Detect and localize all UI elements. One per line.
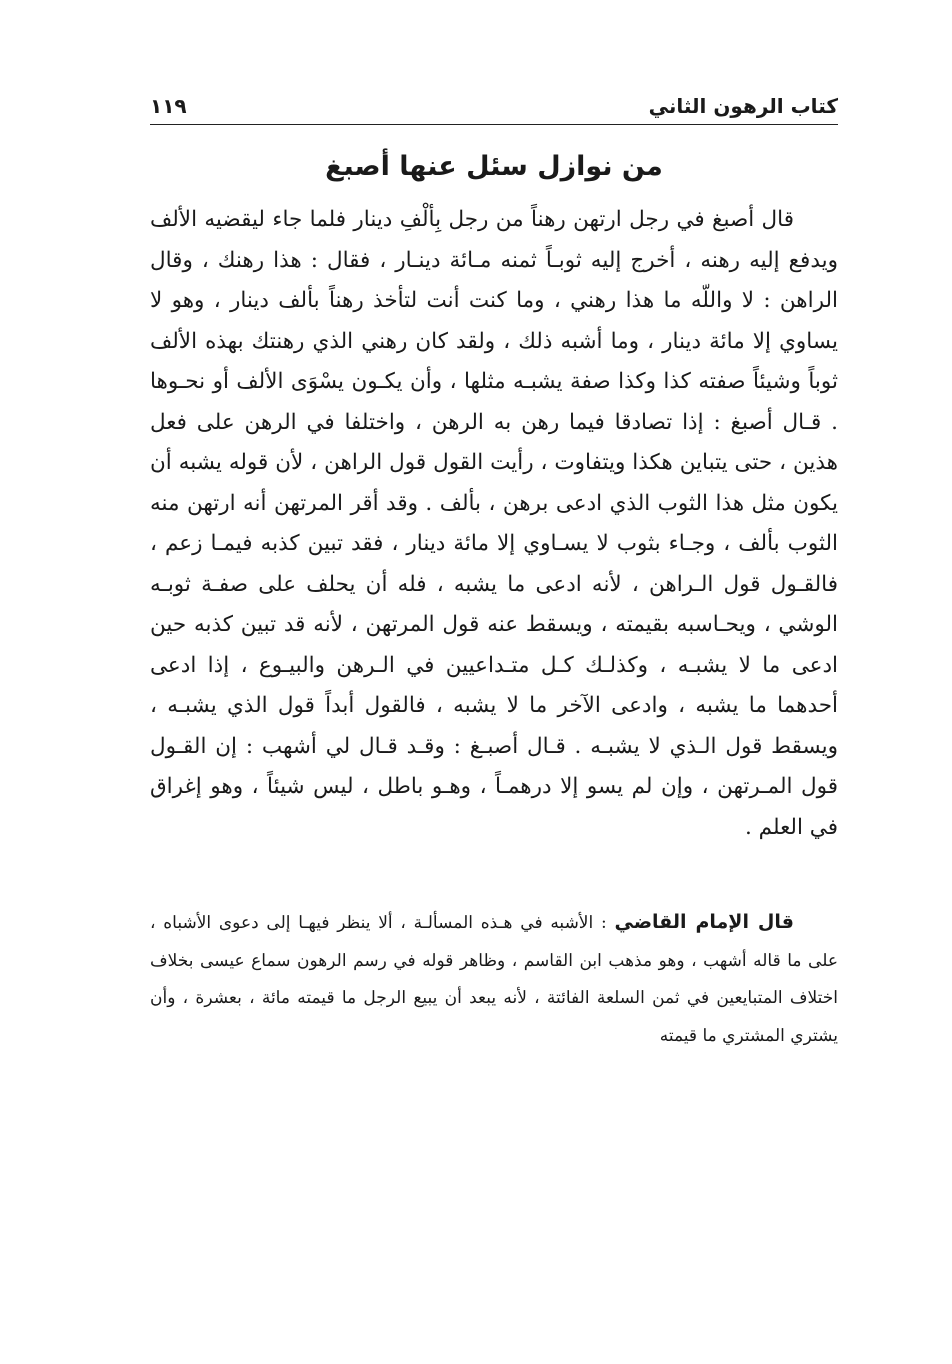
page-number: ١١٩ [150,94,187,118]
commentary-paragraph [150,904,838,1055]
running-title: كتاب الرهون الثاني [648,94,838,118]
commentary-lead: قال الإمام القاضي [614,911,794,934]
section-title: من نوازل سئل عنها أصبغ [325,151,663,182]
commentary-text: : الأشبه في هـذه المسألـة ، ألا ينظر فيهـا إلى دعوى الأشباه ، على ما قاله أشهب ، وهو مذهب ابن القاسم ، وظاهر قوله في رسم الرهون سماع عيسى بخلاف اختلاف المتبايعين في ثمن السلعة الفائتة ، لأنه يبعد أن يبيع الرجل ما قيمته مائة ، بعشرة ، وأن يشتري المشتري ما قيمته [150,913,838,1046]
running-header [150,88,838,125]
document-page [150,88,838,1055]
main-paragraph: قال أصبغ في رجل ارتهن رهناً من رجل بِألْفِ دينار فلما جاء ليقضيه الألف ويدفع إليه رهنه ، أخرج إليه ثوبـاً ثمنه مـائة دينـار ، فقال : هذا رهنك ، وقال الراهن : لا واللّه ما هذا رهني ، وما كنت أنت لتأخذ رهناً بألف دينار ، وهو لا يساوي إلا مائة دينار ، وما أشبه ذلك ، ولقد كان رهني الذي رهنتك بهذه الألف ثوباً وشيئاً صفته كذا وكذا صفة يشبـه مثلها ، وأن يكـون يسْوَى الألف أو نحـوها . قـال أصبغ : إذا تصادقا فيما رهن به الرهن ، واختلفا في الرهن على فعل هذين ، حتى يتباين هكذا ويتفاوت ، رأيت القول قول الراهن ، لأن قوله يشبه أن يكون مثل هذا الثوب الذي ادعى برهن ، بألف . وقد أقر المرتهن أنه ارتهن منه الثوب بألف ، وجـاء بثوب لا يسـاوي إلا مائة دينار ، فقد تبين كذبه فيمـا زعم ، فالقـول قول الـراهن ، لأنه ادعى ما يشبه ، فله أن يحلف على صفـة ثوبـه الوشي ، ويحـاسبه بقيمته ، ويسقط عنه قول المرتهن ، لأنه قد تبين كذبه حين ادعى ما لا يشبـه ، وكذلـك كـل متـداعيين في الـرهن والبيـوع ، إذا ادعى أحدهما ما يشبه ، وادعى الآخر ما لا يشبه ، فالقول أبداً قول الذي يشبـه ، ويسقط قول الـذي لا يشبـه . قـال أصبـغ : وقـد قـال لي أشهب : إن القـول قول المـرتهن ، وإن لم يسو إلا درهمـاً ، وهـو باطل ، ليس شيئاً ، وهو إغراق في العلم . [150,207,838,840]
